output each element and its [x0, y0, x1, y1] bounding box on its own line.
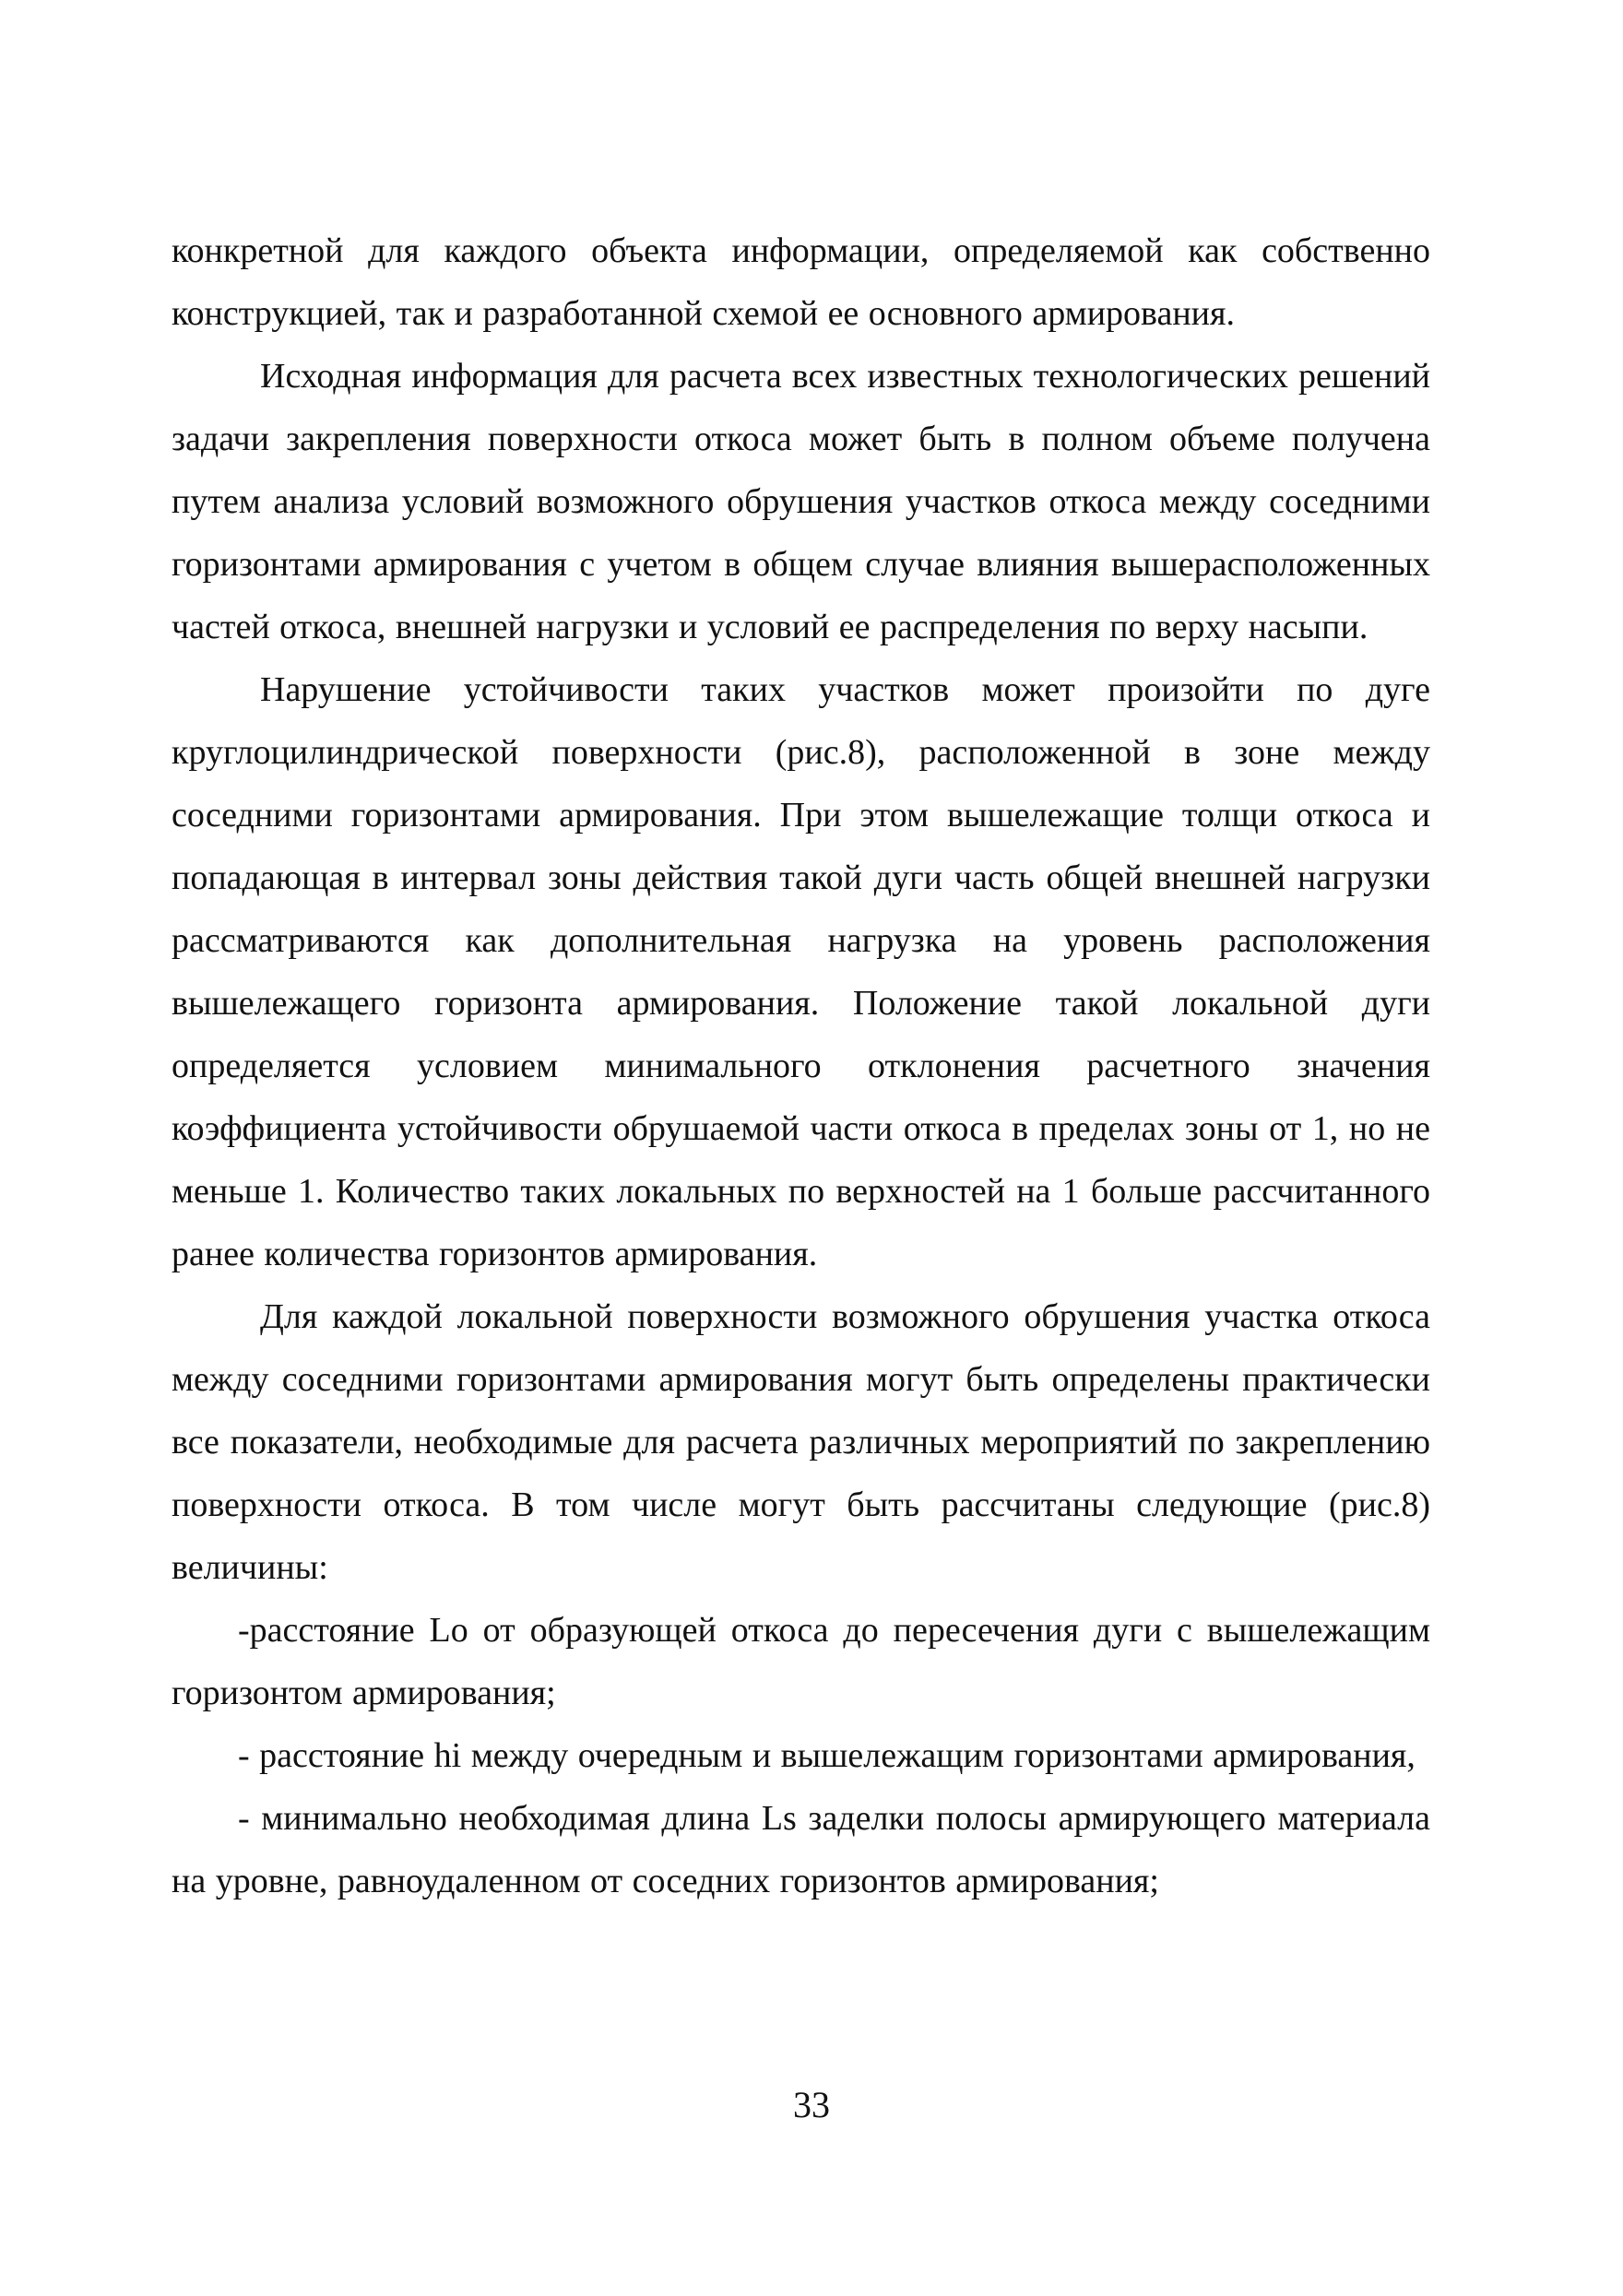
- list-item-distance-lo: -расстояние Lo от образующей откоса до пересечения дуги с вышележащим горизонтом армирования;: [172, 1611, 1430, 1712]
- paragraph-source-information: Исходная информация для расчета всех известных технологических решений задачи закрепления поверхности откоса может быть в полном объеме получена путем анализа условий возможного обрушения участков откоса между соседними горизонтами армирования с учетом в общем случае влияния вышерасположенных частей откоса, внешней нагрузки и условий ее распределения по верху насыпи.: [172, 357, 1430, 646]
- paragraph-local-surface: Для каждой локальной поверхности возможного обрушения участка откоса между соседними горизонтами армирования могут быть определены практически все показатели, необходимые для расчета различных мероприятий по закреплению поверхности откоса. В том числе могут быть рассчитаны следующие (рис.8) величины:: [172, 1297, 1430, 1587]
- paragraph-stability-violation: Нарушение устойчивости таких участков может произойти по дуге круглоцилиндрической поверхности (рис.8), расположенной в зоне между соседними горизонтами армирования. При этом вышележащие толщи откоса и попадающая в интервал зоны действия такой дуги часть общей внешней нагрузки рассматриваются как дополнительная нагрузка на уровень расположения вышележащего горизонта армирования. Положение такой локальной дуги определяется условием минимального отклонения расчетного значения коэффициента устойчивости обрушаемой части откоса в пределах зоны от 1, но не меньше 1. Количество таких локальных по верхностей на 1 больше рассчитанного ранее количества горизонтов армирования.: [172, 670, 1430, 1273]
- body-text: [172, 219, 1430, 1912]
- list-item-distance-hi: - расстояние hi между очередным и вышележащим горизонтами армирования,: [238, 1736, 1416, 1775]
- page-number: 33: [793, 2084, 830, 2125]
- list-item-length-ls: - минимально необходимая длина Ls заделки полосы армирующего материала на уровне, равноудаленном от соседних горизонтов армирования;: [172, 1799, 1430, 1900]
- paragraph-continuation: конкретной для каждого объекта информации, определяемой как собственно конструкцией, так и разработанной схемой ее основного армирования.: [172, 231, 1430, 333]
